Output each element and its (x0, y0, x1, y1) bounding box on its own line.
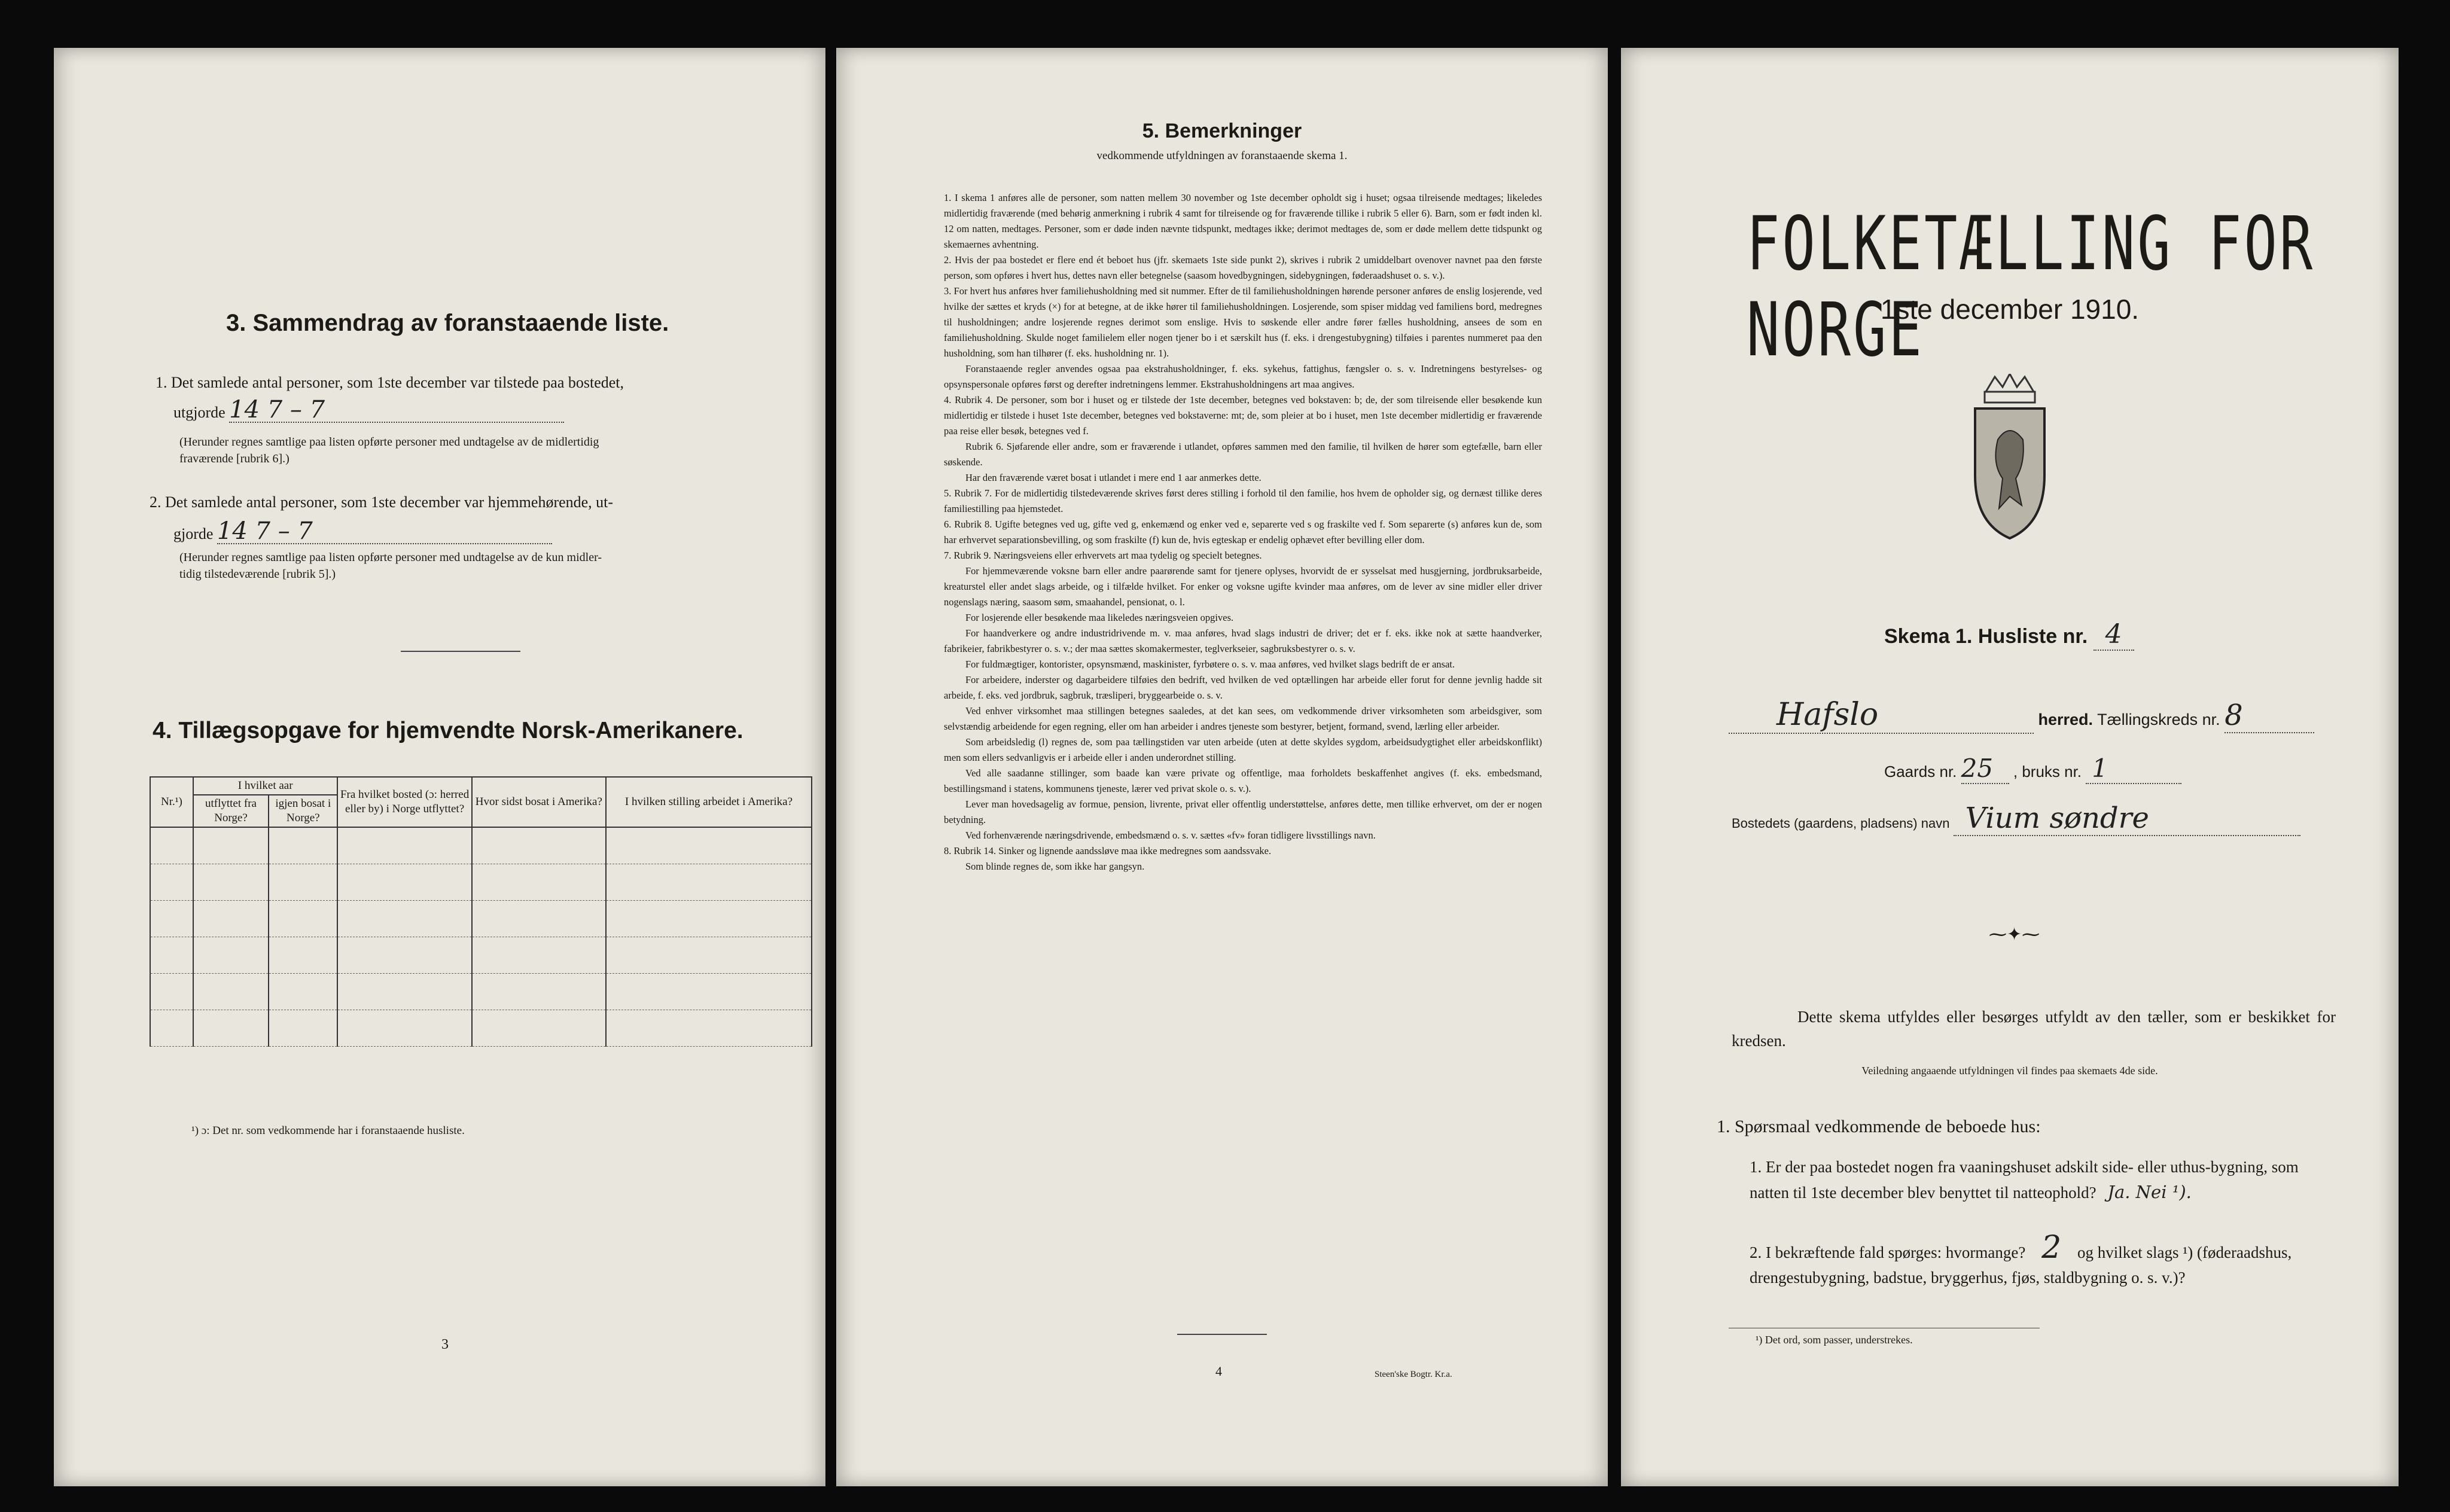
col-nr: Nr.¹) (150, 777, 193, 827)
question-heading: 1. Spørsmaal vedkommende de beboede hus: (1717, 1117, 2041, 1136)
paragraph: 6. Rubrik 8. Ugifte betegnes ved ug, gifte ved g, enkemænd og enker ved e, separerte ved s og fraskilte ved f. Som separerte (s) anføres kun de, som har erhvervet separationsbevilling, og som fraskilte (f) kun de, hvis egteskap er endelig ophævet efter bevilling eller dom. (944, 519, 1542, 545)
paragraph: Ved forhenværende næringsdrivende, embedsmænd o. s. v. sættes «fv» foran tidligere livsstillings navn. (965, 830, 1376, 841)
col-utflyttet: utflyttet fra Norge? (193, 795, 269, 827)
item1-prefix: utgjorde (173, 404, 226, 421)
bemerkninger-subtitle: vedkommende utfyldningen av foranstaaende skema 1. (1096, 150, 1348, 162)
divider (1177, 1334, 1267, 1335)
item1-note-line1: (Herunder regnes samtlige paa listen opførte personer med undtagelse av de midlertidig (179, 435, 599, 449)
paragraph: 3. For hvert hus anføres hver familiehusholdning med sit nummer. Efter de til familiehusholdningen hørende personer anføres de enslig losjerende, ved hvilke der sættes et kryds (×) for at betegne, at de ikke hører til familiehusholdningen. Losjerende, som spiser middag ved familiens bord, medregnes til husholdningen; andre losjerende regnes derimot som enslige. Hvis to søskende eller andre fører fælles husholdning, ansees de som en familiehusholdning. Skulde noget familielem eller nogen tjener bo i et særskilt hus (f. eks. i drengestubygning) tilføies i parentes nummeret paa den husholdning, som han tilhører (f. eks. husholdning nr. 1). (944, 285, 1542, 359)
gaards-row (1884, 754, 2181, 784)
question-2 (1750, 1230, 2342, 1290)
paragraph: For haandverkere og andre industridrivende m. v. maa anføres, hvad slags industri de driver; det er f. eks. ikke nok at sætte haandverker, fabrikeier, fabrikbestyrer o. s. v.; der maa sættes skomakermester, teglverkseier, sagbruksbestyrer o. s. v. (944, 627, 1542, 654)
paragraph: 2. Hvis der paa bostedet er flere end ét beboet hus (jfr. skemaets 1ste side punkt 2), skrives i rubrik 2 umiddelbart ovenover navnet paa den første person, som opføres i hvert hus, dettes navn eller betegnelse (saasom hovedbygningen, sidebygningen, føderaadshuset o. s. v.). (944, 254, 1542, 281)
intro-text: Dette skema utfyldes eller besørges utfyldt av den tæller, som er beskikket for kredsen. (1732, 1008, 2336, 1050)
paragraph: Lever man hovedsagelig av formue, pension, livrente, privat eller offentlig understøttelse, anføres dette, men tillike erhvervet, om der er nogen betydning. (944, 798, 1542, 825)
coat-of-arms-icon (1968, 374, 2052, 544)
skema-label (1884, 619, 2134, 650)
ornament-icon: ⁓✦⁓ (1989, 925, 2040, 944)
census-title: FOLKETÆLLING FOR NORGE (1747, 200, 2315, 373)
item1-total (173, 398, 564, 425)
section4-title: 4. Tillægsopgave for hjemvendte Norsk-Amerikanere. (153, 718, 743, 743)
table-row (150, 827, 812, 864)
page-right (1621, 48, 2399, 1486)
divider (401, 651, 520, 652)
paragraph: Som arbeidsledig (l) regnes de, som paa tællingstiden var uten arbeide (uten at dette skyldes sygdom, arbeidsudygtighet eller arbeidskonflikt) men som ellers sedvanligvis er i arbeide eller i anden underordnet stilling. (944, 736, 1542, 763)
table-row (150, 864, 812, 901)
question-1 (1750, 1154, 2342, 1205)
bemerkninger-text (944, 190, 1542, 874)
tellingskreds-label: Tællingskreds nr. (2097, 711, 2220, 728)
husliste-nr: 4 (2094, 619, 2134, 651)
gaards-value: 25 (1961, 754, 2009, 784)
item2-prefix: gjorde (173, 525, 214, 542)
paragraph: For losjerende eller besøkende maa likeledes næringsveien opgives. (965, 612, 1234, 623)
printer-mark: Steen'ske Bogtr. Kr.a. (1375, 1370, 1452, 1379)
bosted-value: Vium søndre (1954, 801, 2300, 836)
page-left (54, 48, 825, 1486)
col-fra-bosted: Fra hvilket bosted (ɔ: herred eller by) i Norge utflyttet? (337, 777, 471, 827)
paragraph: Foranstaaende regler anvendes ogsaa paa ekstrahusholdninger, f. eks. sykehus, fattighus, fængsler o. s. v. Indretningens bestyrelses- og opsynspersonale opføres først og derefter indretningens lemmer. Ekstrahusholdningens art maa angives. (944, 363, 1542, 390)
herred-value: Hafslo (1729, 697, 2034, 734)
item1-value: 14 7 – 7 (229, 398, 564, 423)
norsk-amerikanere-table (150, 776, 812, 1047)
bosted-label: Bostedets (gaardens, pladsens) navn (1732, 816, 1950, 831)
paragraph: Rubrik 6. Sjøfarende eller andre, som er fraværende i utlandet, opføres sammen med den familie, til hvilken de hører som egtefælle, barn eller søskende. (944, 441, 1542, 468)
paragraph: Som blinde regnes de, som ikke har gangsyn. (965, 861, 1145, 872)
table-row (150, 937, 812, 974)
skema-label-text: Skema 1. Husliste nr. (1884, 625, 2088, 648)
page-number: 3 (441, 1337, 449, 1352)
table-row (150, 1010, 812, 1047)
item2-note (179, 549, 807, 583)
section3-title: 3. Sammendrag av foranstaaende liste. (226, 310, 669, 336)
col-amerika-bosted: Hvor sidst bosat i Amerika? (472, 777, 606, 827)
item2-total (173, 519, 552, 546)
col-stilling: I hvilken stilling arbeidet i Amerika? (606, 777, 812, 827)
bosted-row (1732, 801, 2300, 836)
herred-label: herred. (2038, 711, 2094, 728)
tellingskreds-value: 8 (2224, 699, 2314, 733)
item2-value: 14 7 – 7 (217, 519, 552, 544)
page-number: 4 (1215, 1364, 1222, 1379)
paragraph: Har den fraværende været bosat i utlandet i mere end 1 aar anmerkes dette. (965, 472, 1261, 483)
question-1-text: 1. Er der paa bostedet nogen fra vaaningshuset adskilt side- eller uthus-bygning, som natten til 1ste december blev benyttet til natteophold? (1750, 1158, 2299, 1202)
page-middle (836, 48, 1608, 1486)
footnote: ¹) Det ord, som passer, understrekes. (1756, 1334, 1913, 1346)
paragraph: 5. Rubrik 7. For de midlertidig tilstedeværende skrives først deres stilling i forhold til den familie, hos hvem de opholder sig, og dernæst tillike deres familiestilling paa hjemstedet. (944, 487, 1542, 514)
paragraph: 1. I skema 1 anføres alle de personer, som natten mellem 30 november og 1ste december opholdt sig i huset; ogsaa tilreisende medtages; likeledes midlertidig fraværende (med behørig anmerkning i rubrik 4 samt for tilreisende og for fraværende tillike i rubrik 5 eller 6). Barn, som er født inden kl. 12 om natten, medtages. Personer, som er døde inden nævnte tidspunkt, medtages ikke; derimot medtages de, som er døde mellem dette tidspunkt og skemaernes avhentning. (944, 192, 1542, 250)
item1-text: 1. Det samlede antal personer, som 1ste december var tilstede paa bostedet, (156, 374, 624, 391)
question-2-text-b: og hvilket slags ¹) (føderaadshus, drengestubygning, badstue, bryggerhus, fjøs, staldbygning o. s. v.)? (1750, 1243, 2292, 1287)
census-date: 1ste december 1910. (1880, 294, 2140, 325)
item2-note-line1: (Herunder regnes samtlige paa listen opførte personer med undtagelse av de kun midler- (179, 551, 602, 564)
herred-row (1729, 697, 2387, 734)
table-row (150, 901, 812, 937)
paragraph: 8. Rubrik 14. Sinker og lignende aandssløve maa ikke medregnes som aandssvake. (944, 845, 1272, 856)
table-footnote: ¹) ɔ: Det nr. som vedkommende har i foranstaaende husliste. (191, 1124, 465, 1137)
item1-note (179, 434, 807, 467)
paragraph: For arbeidere, inderster og dagarbeidere tilføies den bedrift, ved hvilken de ved optællingen har arbeide eller forut for denne jevnlig hadde sit arbeide, f. eks. ved jordbruk, sagbruk, træsliperi, bryggearbeide o. s. v. (944, 674, 1542, 701)
paragraph: Ved alle saadanne stillinger, som baade kan være private og offentlige, maa forholdets beskaffenhet angives (f. eks. embedsmand, bestillingsmand i statens, kommunens tjeneste, lærer ved privat skole o. s. v.). (944, 767, 1542, 794)
paragraph: Ved enhver virksomhet maa stillingen betegnes saaledes, at det kan sees, om vedkommende driver virksomheten som arbeidsgiver, som selvstændig arbeidende for egen regning, eller om han arbeider i andres tjeneste som bestyrer, betjent, formand, svend, lærling eller arbeider. (944, 705, 1542, 732)
bemerkninger-title: 5. Bemerkninger (1142, 120, 1302, 142)
paragraph: For hjemmeværende voksne barn eller andre paarørende samt for tjenere oplyses, hvorvidt de er sysselsat med husgjerning, jordbruksarbeide, kreaturstel eller andet slags arbeide, og i tilfælde hvilket. For enker og voksne ugifte kvinder maa anføres, om de lever av sine midler eller driver nogenslags næring, saasom søm, smaahandel, pensionat, o. l. (944, 565, 1542, 608)
question-2-count: 2 (2041, 1230, 2062, 1266)
bruks-label: , bruks nr. (2013, 763, 2082, 781)
item2-text: 2. Det samlede antal personer, som 1ste december var hjemmehørende, ut- (150, 493, 614, 511)
paragraph: 4. Rubrik 4. De personer, som bor i huset og er tilstede der 1ste december, betegnes ved bokstaven: b; de, der som tilreisende eller besøkende kun midlertidig er tilstede i huset 1ste december, betegnes ved bokstaverne: mt; de, som pleier at bo i huset, men 1ste december midlertidig er fraværende paa reise eller besøk, betegnes ved f. (944, 394, 1542, 437)
col-year-group: I hvilket aar (193, 777, 338, 795)
intro-note: Veiledning angaaende utfyldningen vil findes paa skemaets 4de side. (1861, 1065, 2158, 1077)
paragraph: For fuldmægtiger, kontorister, opsynsmænd, maskinister, fyrbøtere o. s. v. maa anføres, ved hvilket slags bedrift de er ansat. (965, 659, 1455, 670)
bruks-value: 1 (2086, 754, 2181, 784)
item2-note-line2: tidig tilstedeværende [rubrik 5].) (179, 568, 336, 581)
table-row (150, 974, 812, 1010)
paragraph: 7. Rubrik 9. Næringsveiens eller erhvervets art maa tydelig og specielt betegnes. (944, 550, 1262, 561)
question-1-answer: Ja. Nei ¹). (2107, 1182, 2192, 1202)
gaards-label: Gaards nr. (1884, 763, 1957, 781)
item1-note-line2: fraværende [rubrik 6].) (179, 452, 290, 465)
question-2-text-a: 2. I bekræftende fald spørges: hvormange? (1750, 1243, 2026, 1261)
col-igjen-bosat: igjen bosat i Norge? (269, 795, 337, 827)
